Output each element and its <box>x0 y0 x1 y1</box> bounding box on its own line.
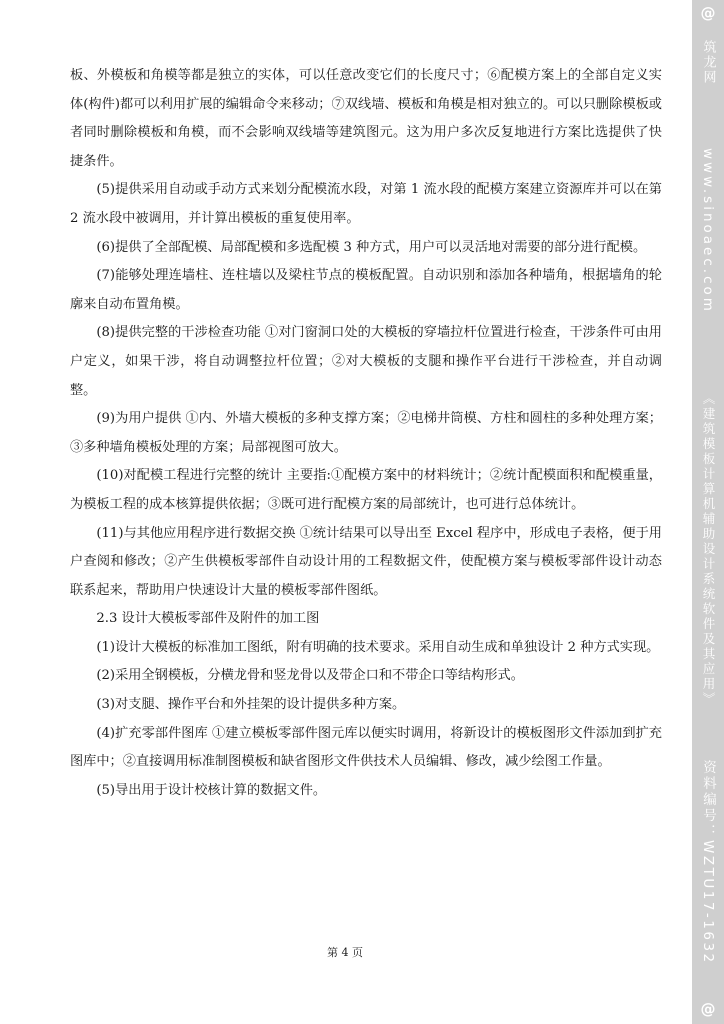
watermark-sidebar <box>692 0 724 1024</box>
paragraph: (6)提供了全部配模、局部配模和多选配模 3 种方式，用户可以灵活地对需要的部分进行配模。 <box>96 239 647 255</box>
paragraph: (2)采用全钢模板，分横龙骨和竖龙骨以及带企口和不带企口等结构形式。 <box>96 668 524 684</box>
sidebar-brand <box>692 40 724 85</box>
page-number: 第 4 页 <box>327 946 363 959</box>
sidebar-document-code <box>692 760 724 965</box>
paragraph: (5)提供采用自动或手动方式来划分配模流水段，对第 1 流水段的配模方案建立资源库并可以在第 2 流水段中被调用，并计算出模板的重复使用率。 <box>70 182 662 226</box>
at-symbol-icon: @ <box>700 4 716 22</box>
paragraph: (7)能够处理连墙柱、连柱墙以及梁柱节点的模板配置。自动识别和添加各种墙角，根据墙角的轮廓来自动布置角模。 <box>70 268 662 312</box>
paragraph: (10)对配模工程进行完整的统计 主要指:①配模方案中的材料统计；②统计配模面积和配模重量，为模板工程的成本核算提供依据；③既可进行配模方案的局部统计，也可进行总体统计。 <box>70 468 662 512</box>
paragraph: (1)设计大模板的标准加工图纸，附有明确的技术要求。采用自动生成和单独设计 2 种方式实现。 <box>96 639 660 655</box>
paragraph: (5)导出用于设计校核计算的数据文件。 <box>96 782 327 798</box>
sidebar-book-title <box>692 392 724 707</box>
sidebar-website <box>692 148 724 314</box>
paragraph: (8)提供完整的干涉检查功能 ①对门窗洞口处的大模板的穿墙拉杆位置进行检查，干涉条件可由用户定义，如果干涉，将自动调整拉杆位置；②对大模板的支腿和操作平台进行干涉检查，并自动调整。 <box>70 325 662 398</box>
paragraph: (9)为用户提供 ①内、外墙大模板的多种支撑方案；②电梯井筒模、方柱和圆柱的多种处理方案；③多种墙角模板处理的方案；局部视图可放大。 <box>70 411 662 455</box>
document-body <box>70 62 662 805</box>
paragraph: (3)对支腿、操作平台和外挂架的设计提供多种方案。 <box>96 697 406 713</box>
section-heading: 2.3 设计大模板零部件及附件的加工图 <box>96 611 320 627</box>
sidebar-book-title-text: 《建筑模板计算机辅助设计系统软件及其应用》 <box>701 392 716 707</box>
sidebar-brand-text: 筑龙网 <box>700 40 716 85</box>
at-symbol-icon: @ <box>700 1000 716 1018</box>
sidebar-document-code-text: 资料编号：WZTU17-1632 <box>700 760 716 965</box>
paragraph: 板、外模板和角模等都是独立的实体，可以任意改变它们的长度尺寸；⑥配模方案上的全部自定义实体(构件)都可以利用扩展的编辑命令来移动；⑦双线墙、模板和角模是相对独立的。可以只删除模板或者同时删除模板和角模，而不会影响双线墙等建筑图元。这为用户多次反复地进行方案比选提供了快捷条件。 <box>70 68 662 169</box>
paragraph: (11)与其他应用程序进行数据交换 ①统计结果可以导出至 Excel 程序中，形成电子表格，便于用户查阅和修改；②产生供模板零部件自动设计用的工程数据文件，使配模方案与模板零部件设计动态联系起来，帮助用户快速设计大量的模板零部件图纸。 <box>70 525 662 598</box>
sidebar-website-text: www.sinoaec.com <box>700 148 716 314</box>
paragraph: (4)扩充零部件图库 ①建立模板零部件图元库以便实时调用，将新设计的模板图形文件添加到扩充图库中；②直接调用标准制图模板和缺省图形文件供技术人员编辑、修改，减少绘图工作量。 <box>70 725 662 770</box>
